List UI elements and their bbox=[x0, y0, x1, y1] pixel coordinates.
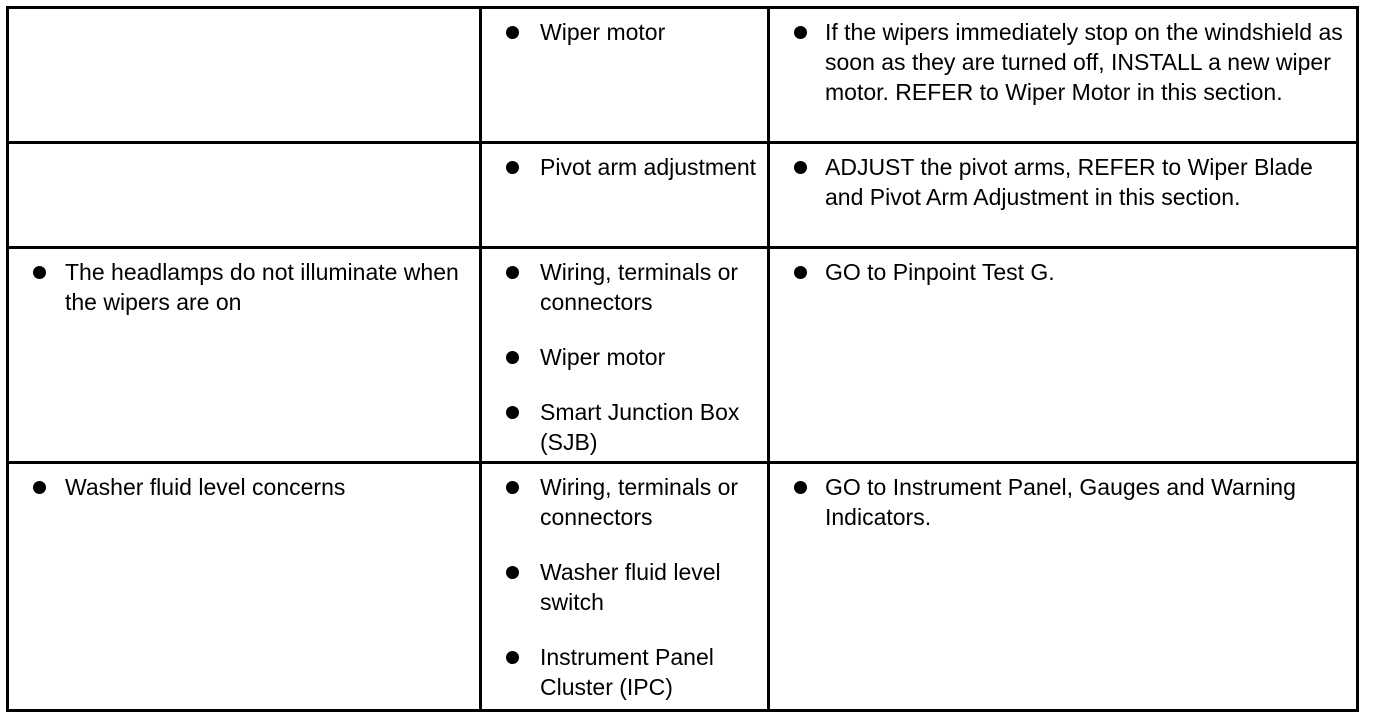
symptom-cell bbox=[8, 248, 481, 463]
list-item bbox=[482, 17, 767, 47]
source-cell bbox=[481, 143, 769, 248]
list-item bbox=[770, 17, 1356, 107]
source-text: Wiper motor bbox=[540, 344, 666, 370]
list-item bbox=[482, 472, 767, 532]
action-cell bbox=[769, 143, 1358, 248]
list-item bbox=[9, 472, 479, 502]
source-text: Wiring, terminals or connectors bbox=[540, 259, 739, 315]
action-list bbox=[770, 249, 1356, 287]
bullet-icon bbox=[794, 161, 807, 174]
list-item bbox=[482, 397, 767, 457]
table-row bbox=[8, 463, 1358, 711]
action-cell bbox=[769, 8, 1358, 143]
bullet-icon bbox=[506, 351, 519, 364]
action-text: GO to Pinpoint Test G. bbox=[825, 259, 1055, 285]
action-text: ADJUST the pivot arms, REFER to Wiper Blade and Pivot Arm Adjustment in this section. bbox=[825, 154, 1313, 210]
source-list bbox=[482, 249, 767, 457]
action-text: If the wipers immediately stop on the windshield as soon as they are turned off, INSTALL a new wiper motor. REFER to Wiper Motor in this section. bbox=[825, 19, 1343, 105]
source-text: Smart Junction Box (SJB) bbox=[540, 399, 740, 455]
action-list bbox=[770, 144, 1356, 212]
symptom-cell bbox=[8, 143, 481, 248]
bullet-icon bbox=[506, 161, 519, 174]
bullet-icon bbox=[506, 651, 519, 664]
symptom-text: The headlamps do not illuminate when the wipers are on bbox=[65, 259, 459, 315]
bullet-icon bbox=[506, 26, 519, 39]
action-text: GO to Instrument Panel, Gauges and Warning Indicators. bbox=[825, 474, 1296, 530]
bullet-icon bbox=[506, 566, 519, 579]
source-list bbox=[482, 144, 767, 182]
source-list bbox=[482, 464, 767, 702]
table-row bbox=[8, 8, 1358, 143]
bullet-icon bbox=[506, 266, 519, 279]
list-item bbox=[482, 152, 767, 182]
action-cell bbox=[769, 248, 1358, 463]
list-item bbox=[770, 257, 1356, 287]
source-list bbox=[482, 9, 767, 47]
bullet-icon bbox=[33, 481, 46, 494]
source-text: Wiring, terminals or connectors bbox=[540, 474, 739, 530]
source-text: Washer fluid level switch bbox=[540, 559, 721, 615]
symptom-text: Washer fluid level concerns bbox=[65, 474, 346, 500]
list-item bbox=[770, 152, 1356, 212]
list-item bbox=[770, 472, 1356, 532]
action-cell bbox=[769, 463, 1358, 711]
bullet-icon bbox=[506, 481, 519, 494]
list-item bbox=[482, 257, 767, 317]
table-row bbox=[8, 248, 1358, 463]
list-item bbox=[482, 342, 767, 372]
symptom-cell bbox=[8, 8, 481, 143]
symptom-list bbox=[9, 464, 479, 502]
bullet-icon bbox=[33, 266, 46, 279]
bullet-icon bbox=[794, 26, 807, 39]
diagnosis-table bbox=[6, 6, 1359, 712]
source-text: Instrument Panel Cluster (IPC) bbox=[540, 644, 714, 700]
source-cell bbox=[481, 8, 769, 143]
symptom-cell bbox=[8, 463, 481, 711]
symptom-list bbox=[9, 249, 479, 317]
source-text: Pivot arm adjustment bbox=[540, 154, 757, 180]
source-cell bbox=[481, 248, 769, 463]
source-text: Wiper motor bbox=[540, 19, 666, 45]
action-list bbox=[770, 464, 1356, 532]
list-item bbox=[482, 557, 767, 617]
bullet-icon bbox=[794, 266, 807, 279]
action-list bbox=[770, 9, 1356, 107]
list-item bbox=[9, 257, 479, 317]
bullet-icon bbox=[794, 481, 807, 494]
source-cell bbox=[481, 463, 769, 711]
table-row bbox=[8, 143, 1358, 248]
list-item bbox=[482, 642, 767, 702]
bullet-icon bbox=[506, 406, 519, 419]
